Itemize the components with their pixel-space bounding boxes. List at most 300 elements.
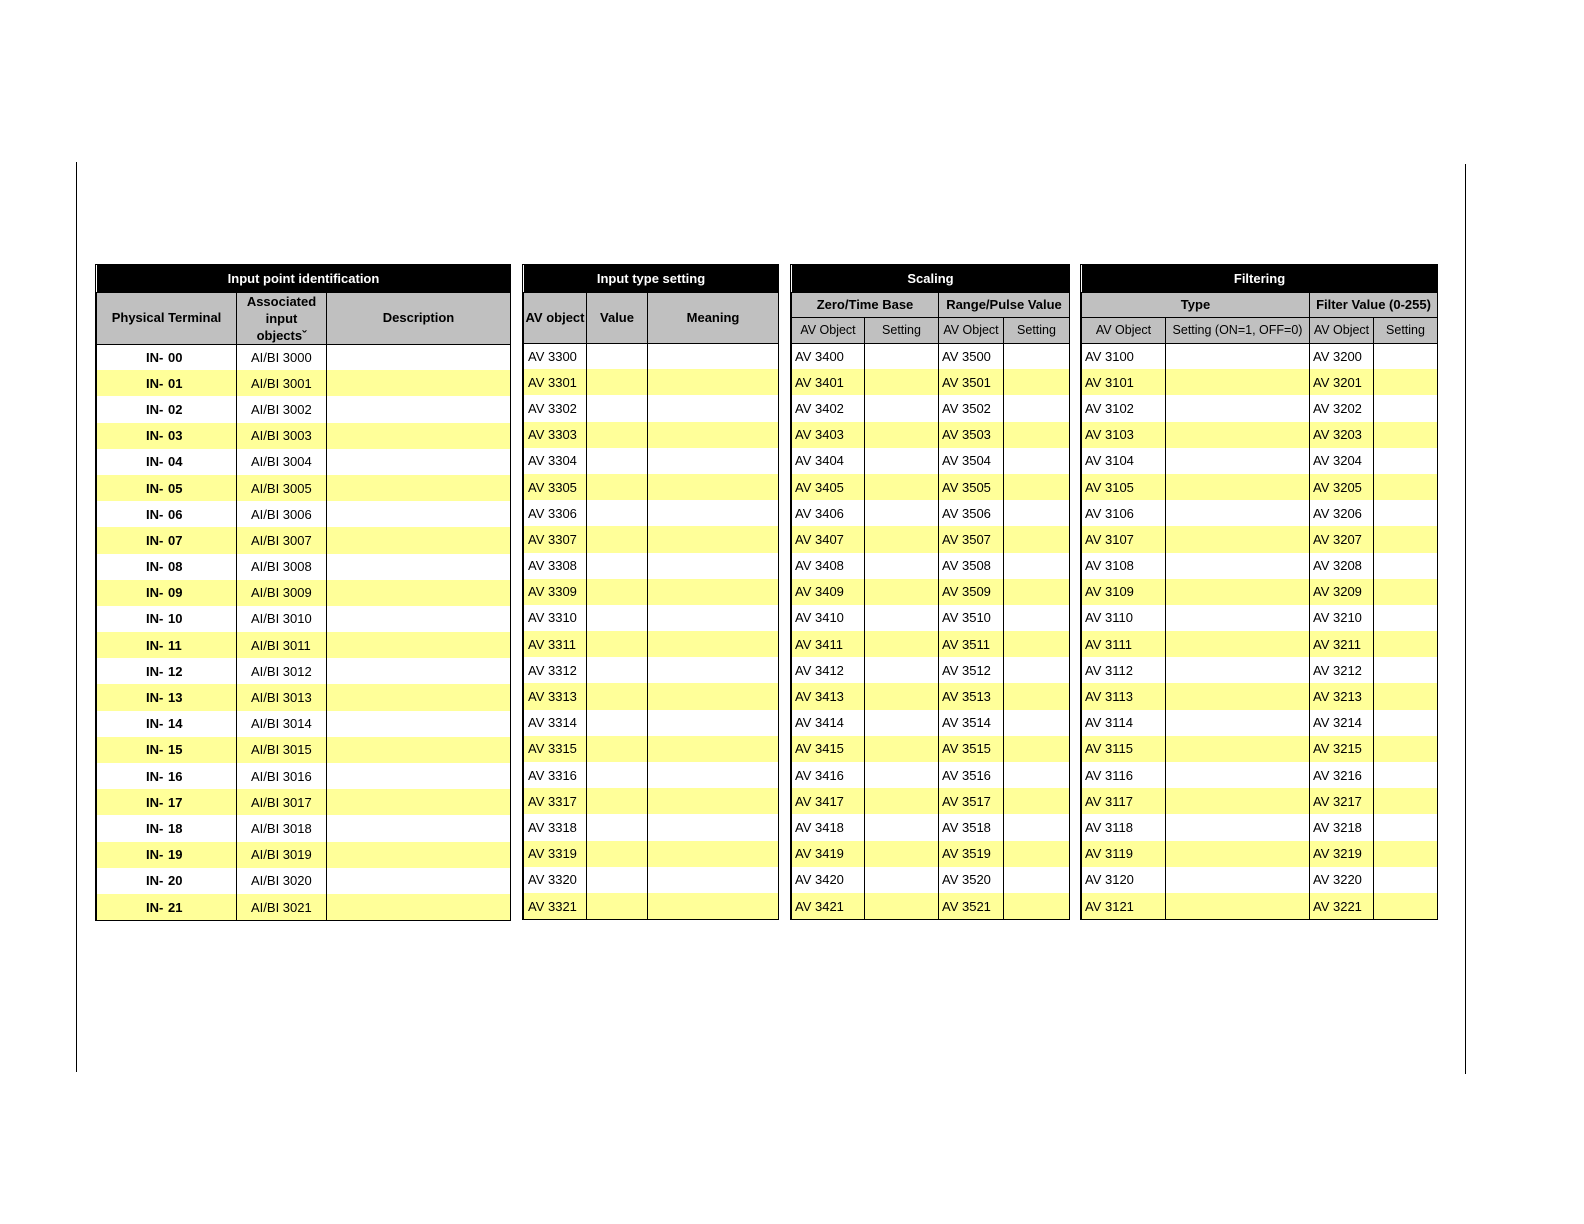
terminal-prefix: IN- xyxy=(146,480,164,496)
range-av-object-cell: AV 3513 xyxy=(939,683,1004,709)
value-cell[interactable] xyxy=(587,448,648,474)
range-setting-cell[interactable] xyxy=(1004,841,1070,867)
assoc-line-2: input xyxy=(265,310,298,326)
meaning-cell[interactable] xyxy=(648,474,779,500)
description-cell[interactable] xyxy=(327,396,511,422)
value-cell[interactable] xyxy=(587,893,648,919)
filter-setting-cell[interactable] xyxy=(1374,395,1438,421)
assoc-line-1: Associated xyxy=(246,293,317,309)
filter-av-object-cell: AV 3216 xyxy=(1310,762,1374,788)
type-setting-cell[interactable] xyxy=(1166,500,1310,526)
table-row xyxy=(524,369,779,395)
range-av-object-cell: AV 3504 xyxy=(939,448,1004,474)
meaning-cell[interactable] xyxy=(648,369,779,395)
description-cell[interactable] xyxy=(327,684,511,710)
zero-setting-cell[interactable] xyxy=(865,422,939,448)
meaning-cell[interactable] xyxy=(648,422,779,448)
filter-av-object-cell: AV 3215 xyxy=(1310,736,1374,762)
col-filter-av-object: AV Object xyxy=(1310,317,1374,343)
physical-terminal-cell xyxy=(97,527,237,553)
table-row xyxy=(524,736,779,762)
terminal-prefix: IN- xyxy=(146,768,164,784)
range-setting-cell[interactable] xyxy=(1004,683,1070,709)
type-setting-cell[interactable] xyxy=(1166,605,1310,631)
filter-av-object-cell: AV 3203 xyxy=(1310,422,1374,448)
table-row xyxy=(97,370,511,396)
input-av-object-cell: AV 3313 xyxy=(524,683,587,709)
type-setting-cell[interactable] xyxy=(1166,841,1310,867)
range-setting-cell[interactable] xyxy=(1004,474,1070,500)
meaning-cell[interactable] xyxy=(648,657,779,683)
meaning-cell[interactable] xyxy=(648,605,779,631)
col-filter-value: Filter Value (0-255) xyxy=(1310,292,1438,317)
table-row xyxy=(97,868,511,894)
description-cell[interactable] xyxy=(327,554,511,580)
table-row xyxy=(524,893,779,919)
type-setting-cell[interactable] xyxy=(1166,369,1310,395)
input-av-object-cell: AV 3303 xyxy=(524,422,587,448)
filter-av-object-cell: AV 3200 xyxy=(1310,343,1374,369)
filter-setting-cell[interactable] xyxy=(1374,710,1438,736)
filter-av-object-cell: AV 3219 xyxy=(1310,841,1374,867)
range-setting-cell[interactable] xyxy=(1004,422,1070,448)
table-row xyxy=(1082,422,1438,448)
range-av-object-cell: AV 3519 xyxy=(939,841,1004,867)
zero-setting-cell[interactable] xyxy=(865,605,939,631)
meaning-cell[interactable] xyxy=(648,788,779,814)
range-setting-cell[interactable] xyxy=(1004,788,1070,814)
range-setting-cell[interactable] xyxy=(1004,710,1070,736)
value-cell[interactable] xyxy=(587,736,648,762)
range-setting-cell[interactable] xyxy=(1004,448,1070,474)
physical-terminal-cell xyxy=(97,789,237,815)
zero-setting-cell[interactable] xyxy=(865,474,939,500)
value-cell[interactable] xyxy=(587,814,648,840)
filter-av-object-cell: AV 3207 xyxy=(1310,526,1374,552)
associated-object-cell: AI/BI 3008 xyxy=(237,554,327,580)
value-cell[interactable] xyxy=(587,579,648,605)
filter-av-object-cell: AV 3213 xyxy=(1310,683,1374,709)
input-av-object-cell: AV 3318 xyxy=(524,814,587,840)
filter-setting-cell[interactable] xyxy=(1374,343,1438,369)
terminal-prefix: IN- xyxy=(146,899,164,915)
zero-setting-cell[interactable] xyxy=(865,631,939,657)
meaning-cell[interactable] xyxy=(648,736,779,762)
col-meaning: Meaning xyxy=(648,292,779,343)
table-row xyxy=(1082,736,1438,762)
filter-av-object-cell: AV 3209 xyxy=(1310,579,1374,605)
zero-av-object-cell: AV 3421 xyxy=(792,893,865,919)
physical-terminal-cell xyxy=(97,554,237,580)
range-setting-cell[interactable] xyxy=(1004,893,1070,919)
filter-av-object-cell: AV 3218 xyxy=(1310,814,1374,840)
description-cell[interactable] xyxy=(327,632,511,658)
filter-setting-cell[interactable] xyxy=(1374,369,1438,395)
zero-setting-cell[interactable] xyxy=(865,683,939,709)
meaning-cell[interactable] xyxy=(648,814,779,840)
table-row xyxy=(524,526,779,552)
terminal-prefix: IN- xyxy=(146,349,164,365)
range-av-object-cell: AV 3506 xyxy=(939,500,1004,526)
col-associated-input-objects xyxy=(237,292,327,344)
type-setting-cell[interactable] xyxy=(1166,474,1310,500)
meaning-cell[interactable] xyxy=(648,867,779,893)
meaning-cell[interactable] xyxy=(648,631,779,657)
value-cell[interactable] xyxy=(587,395,648,421)
description-cell[interactable] xyxy=(327,763,511,789)
filter-setting-cell[interactable] xyxy=(1374,605,1438,631)
filter-setting-cell[interactable] xyxy=(1374,448,1438,474)
filter-setting-cell[interactable] xyxy=(1374,736,1438,762)
table-row xyxy=(524,657,779,683)
value-cell[interactable] xyxy=(587,631,648,657)
input-av-object-cell: AV 3312 xyxy=(524,657,587,683)
value-cell[interactable] xyxy=(587,553,648,579)
zero-setting-cell[interactable] xyxy=(865,736,939,762)
table-row xyxy=(97,606,511,632)
description-cell[interactable] xyxy=(327,658,511,684)
associated-object-cell: AI/BI 3016 xyxy=(237,763,327,789)
filter-av-object-cell: AV 3208 xyxy=(1310,553,1374,579)
table-row xyxy=(792,788,1070,814)
range-setting-cell[interactable] xyxy=(1004,343,1070,369)
value-cell[interactable] xyxy=(587,500,648,526)
physical-terminal-cell xyxy=(97,894,237,920)
physical-terminal-cell xyxy=(97,815,237,841)
value-cell[interactable] xyxy=(587,369,648,395)
associated-object-cell: AI/BI 3018 xyxy=(237,815,327,841)
range-av-object-cell: AV 3517 xyxy=(939,788,1004,814)
type-setting-cell[interactable] xyxy=(1166,422,1310,448)
table-row xyxy=(97,894,511,920)
value-cell[interactable] xyxy=(587,683,648,709)
filter-setting-cell[interactable] xyxy=(1374,788,1438,814)
range-av-object-cell: AV 3501 xyxy=(939,369,1004,395)
table-row xyxy=(524,841,779,867)
description-cell[interactable] xyxy=(327,711,511,737)
type-setting-cell[interactable] xyxy=(1166,710,1310,736)
terminal-prefix: IN- xyxy=(146,794,164,810)
value-cell[interactable] xyxy=(587,422,648,448)
input-av-object-cell: AV 3317 xyxy=(524,788,587,814)
table-row xyxy=(524,762,779,788)
input-av-object-cell: AV 3309 xyxy=(524,579,587,605)
associated-object-cell: AI/BI 3021 xyxy=(237,894,327,920)
value-cell[interactable] xyxy=(587,762,648,788)
zero-setting-cell[interactable] xyxy=(865,500,939,526)
filter-setting-cell[interactable] xyxy=(1374,657,1438,683)
zero-setting-cell[interactable] xyxy=(865,788,939,814)
value-cell[interactable] xyxy=(587,526,648,552)
type-setting-cell[interactable] xyxy=(1166,526,1310,552)
range-setting-cell[interactable] xyxy=(1004,526,1070,552)
filter-av-object-cell: AV 3221 xyxy=(1310,893,1374,919)
input-av-object-cell: AV 3302 xyxy=(524,395,587,421)
filter-setting-cell[interactable] xyxy=(1374,500,1438,526)
associated-object-cell: AI/BI 3017 xyxy=(237,789,327,815)
table-row xyxy=(524,343,779,369)
filter-setting-cell[interactable] xyxy=(1374,814,1438,840)
range-setting-cell[interactable] xyxy=(1004,631,1070,657)
meaning-cell[interactable] xyxy=(648,893,779,919)
physical-terminal-cell xyxy=(97,344,237,370)
table-row xyxy=(97,737,511,763)
physical-terminal-cell xyxy=(97,684,237,710)
filter-setting-cell[interactable] xyxy=(1374,553,1438,579)
range-setting-cell[interactable] xyxy=(1004,605,1070,631)
description-cell[interactable] xyxy=(327,580,511,606)
col-av-object: AV object xyxy=(524,292,587,343)
zero-setting-cell[interactable] xyxy=(865,369,939,395)
type-setting-cell[interactable] xyxy=(1166,736,1310,762)
table-row xyxy=(524,683,779,709)
table-row xyxy=(1082,395,1438,421)
table-row xyxy=(792,474,1070,500)
value-cell[interactable] xyxy=(587,474,648,500)
table-row xyxy=(97,501,511,527)
value-cell[interactable] xyxy=(587,605,648,631)
terminal-prefix: IN- xyxy=(146,611,164,627)
description-cell[interactable] xyxy=(327,370,511,396)
description-cell[interactable] xyxy=(327,842,511,868)
type-setting-cell[interactable] xyxy=(1166,631,1310,657)
range-setting-cell[interactable] xyxy=(1004,814,1070,840)
value-cell[interactable] xyxy=(587,657,648,683)
value-cell[interactable] xyxy=(587,710,648,736)
description-cell[interactable] xyxy=(327,475,511,501)
zero-setting-cell[interactable] xyxy=(865,867,939,893)
zero-setting-cell[interactable] xyxy=(865,395,939,421)
meaning-cell[interactable] xyxy=(648,526,779,552)
range-setting-cell[interactable] xyxy=(1004,657,1070,683)
type-setting-cell[interactable] xyxy=(1166,657,1310,683)
table-row xyxy=(97,789,511,815)
col-range-setting: Setting xyxy=(1004,317,1070,343)
filter-setting-cell[interactable] xyxy=(1374,683,1438,709)
physical-terminal-cell xyxy=(97,449,237,475)
physical-terminal-cell xyxy=(97,737,237,763)
table-row xyxy=(524,814,779,840)
table-row xyxy=(524,605,779,631)
range-av-object-cell: AV 3520 xyxy=(939,867,1004,893)
filter-av-object-cell: AV 3217 xyxy=(1310,788,1374,814)
range-av-object-cell: AV 3505 xyxy=(939,474,1004,500)
terminal-number: 01 xyxy=(168,375,183,391)
type-setting-cell[interactable] xyxy=(1166,867,1310,893)
meaning-cell[interactable] xyxy=(648,841,779,867)
table-row xyxy=(1082,867,1438,893)
table-row xyxy=(97,632,511,658)
type-setting-cell[interactable] xyxy=(1166,788,1310,814)
type-av-object-cell: AV 3112 xyxy=(1082,657,1166,683)
description-cell[interactable] xyxy=(327,501,511,527)
filter-setting-cell[interactable] xyxy=(1374,579,1438,605)
type-av-object-cell: AV 3106 xyxy=(1082,500,1166,526)
range-setting-cell[interactable] xyxy=(1004,867,1070,893)
meaning-cell[interactable] xyxy=(648,579,779,605)
zero-setting-cell[interactable] xyxy=(865,762,939,788)
range-av-object-cell: AV 3521 xyxy=(939,893,1004,919)
zero-setting-cell[interactable] xyxy=(865,710,939,736)
physical-terminal-cell xyxy=(97,396,237,422)
value-cell[interactable] xyxy=(587,867,648,893)
value-cell[interactable] xyxy=(587,841,648,867)
filter-av-object-cell: AV 3211 xyxy=(1310,631,1374,657)
input-av-object-cell: AV 3311 xyxy=(524,631,587,657)
associated-object-cell: AI/BI 3004 xyxy=(237,449,327,475)
type-av-object-cell: AV 3121 xyxy=(1082,893,1166,919)
filter-setting-cell[interactable] xyxy=(1374,474,1438,500)
meaning-cell[interactable] xyxy=(648,395,779,421)
zero-setting-cell[interactable] xyxy=(865,553,939,579)
zero-setting-cell[interactable] xyxy=(865,526,939,552)
input-av-object-cell: AV 3307 xyxy=(524,526,587,552)
zero-av-object-cell: AV 3406 xyxy=(792,500,865,526)
terminal-prefix: IN- xyxy=(146,820,164,836)
physical-terminal-cell xyxy=(97,868,237,894)
type-av-object-cell: AV 3109 xyxy=(1082,579,1166,605)
filter-setting-cell[interactable] xyxy=(1374,631,1438,657)
range-av-object-cell: AV 3509 xyxy=(939,579,1004,605)
range-setting-cell[interactable] xyxy=(1004,736,1070,762)
type-setting-cell[interactable] xyxy=(1166,448,1310,474)
meaning-cell[interactable] xyxy=(648,762,779,788)
terminal-number: 03 xyxy=(168,428,183,444)
col-value: Value xyxy=(587,292,648,343)
range-av-object-cell: AV 3500 xyxy=(939,343,1004,369)
range-setting-cell[interactable] xyxy=(1004,500,1070,526)
table-row xyxy=(792,526,1070,552)
col-type: Type xyxy=(1082,292,1310,317)
type-setting-cell[interactable] xyxy=(1166,579,1310,605)
description-cell[interactable] xyxy=(327,449,511,475)
description-cell[interactable] xyxy=(327,789,511,815)
type-setting-cell[interactable] xyxy=(1166,395,1310,421)
value-cell[interactable] xyxy=(587,788,648,814)
table-row xyxy=(792,893,1070,919)
terminal-prefix: IN- xyxy=(146,873,164,889)
type-setting-cell[interactable] xyxy=(1166,683,1310,709)
input-av-object-cell: AV 3320 xyxy=(524,867,587,893)
description-cell[interactable] xyxy=(327,344,511,370)
table-row xyxy=(97,527,511,553)
type-av-object-cell: AV 3118 xyxy=(1082,814,1166,840)
type-av-object-cell: AV 3115 xyxy=(1082,736,1166,762)
table-row xyxy=(1082,500,1438,526)
table-row xyxy=(1082,657,1438,683)
type-setting-cell[interactable] xyxy=(1166,762,1310,788)
terminal-number: 12 xyxy=(168,663,183,679)
type-setting-cell[interactable] xyxy=(1166,893,1310,919)
associated-object-cell: AI/BI 3014 xyxy=(237,711,327,737)
zero-setting-cell[interactable] xyxy=(865,657,939,683)
type-setting-cell[interactable] xyxy=(1166,553,1310,579)
col-zero-av-object: AV Object xyxy=(792,317,865,343)
zero-setting-cell[interactable] xyxy=(865,343,939,369)
filter-setting-cell[interactable] xyxy=(1374,841,1438,867)
table-row xyxy=(1082,579,1438,605)
zero-av-object-cell: AV 3412 xyxy=(792,657,865,683)
range-setting-cell[interactable] xyxy=(1004,762,1070,788)
range-av-object-cell: AV 3514 xyxy=(939,710,1004,736)
table-row xyxy=(524,553,779,579)
meaning-cell[interactable] xyxy=(648,553,779,579)
description-cell[interactable] xyxy=(327,606,511,632)
type-av-object-cell: AV 3101 xyxy=(1082,369,1166,395)
filter-av-object-cell: AV 3214 xyxy=(1310,710,1374,736)
description-cell[interactable] xyxy=(327,527,511,553)
meaning-cell[interactable] xyxy=(648,710,779,736)
zero-av-object-cell: AV 3414 xyxy=(792,710,865,736)
terminal-prefix: IN- xyxy=(146,506,164,522)
zero-setting-cell[interactable] xyxy=(865,893,939,919)
table-row xyxy=(1082,788,1438,814)
filter-setting-cell[interactable] xyxy=(1374,893,1438,919)
range-setting-cell[interactable] xyxy=(1004,579,1070,605)
zero-setting-cell[interactable] xyxy=(865,448,939,474)
type-setting-cell[interactable] xyxy=(1166,343,1310,369)
associated-object-cell: AI/BI 3000 xyxy=(237,344,327,370)
type-av-object-cell: AV 3104 xyxy=(1082,448,1166,474)
description-cell[interactable] xyxy=(327,423,511,449)
filter-setting-cell[interactable] xyxy=(1374,526,1438,552)
col-type-av-object: AV Object xyxy=(1082,317,1166,343)
input-av-object-cell: AV 3321 xyxy=(524,893,587,919)
input-av-object-cell: AV 3319 xyxy=(524,841,587,867)
group-title: Filtering xyxy=(1082,265,1438,292)
table-row xyxy=(524,422,779,448)
value-cell[interactable] xyxy=(587,343,648,369)
terminal-prefix: IN- xyxy=(146,454,164,470)
meaning-cell[interactable] xyxy=(648,343,779,369)
associated-object-cell: AI/BI 3010 xyxy=(237,606,327,632)
zero-setting-cell[interactable] xyxy=(865,579,939,605)
filter-setting-cell[interactable] xyxy=(1374,762,1438,788)
filter-setting-cell[interactable] xyxy=(1374,867,1438,893)
description-cell[interactable] xyxy=(327,868,511,894)
filter-setting-cell[interactable] xyxy=(1374,422,1438,448)
meaning-cell[interactable] xyxy=(648,448,779,474)
meaning-cell[interactable] xyxy=(648,500,779,526)
table-row xyxy=(524,474,779,500)
zero-av-object-cell: AV 3419 xyxy=(792,841,865,867)
range-setting-cell[interactable] xyxy=(1004,395,1070,421)
associated-object-cell: AI/BI 3020 xyxy=(237,868,327,894)
table-row xyxy=(1082,814,1438,840)
table-row xyxy=(792,762,1070,788)
type-av-object-cell: AV 3119 xyxy=(1082,841,1166,867)
input-av-object-cell: AV 3314 xyxy=(524,710,587,736)
type-av-object-cell: AV 3114 xyxy=(1082,710,1166,736)
table-row xyxy=(1082,631,1438,657)
description-cell[interactable] xyxy=(327,737,511,763)
table-row xyxy=(792,553,1070,579)
type-setting-cell[interactable] xyxy=(1166,814,1310,840)
zero-setting-cell[interactable] xyxy=(865,841,939,867)
range-setting-cell[interactable] xyxy=(1004,369,1070,395)
meaning-cell[interactable] xyxy=(648,683,779,709)
zero-setting-cell[interactable] xyxy=(865,814,939,840)
col-filter-setting: Setting xyxy=(1374,317,1438,343)
input-type-setting-table xyxy=(522,264,779,920)
terminal-prefix: IN- xyxy=(146,637,164,653)
filter-av-object-cell: AV 3220 xyxy=(1310,867,1374,893)
description-cell[interactable] xyxy=(327,894,511,920)
description-cell[interactable] xyxy=(327,815,511,841)
physical-terminal-cell xyxy=(97,842,237,868)
range-setting-cell[interactable] xyxy=(1004,553,1070,579)
table-row xyxy=(524,710,779,736)
